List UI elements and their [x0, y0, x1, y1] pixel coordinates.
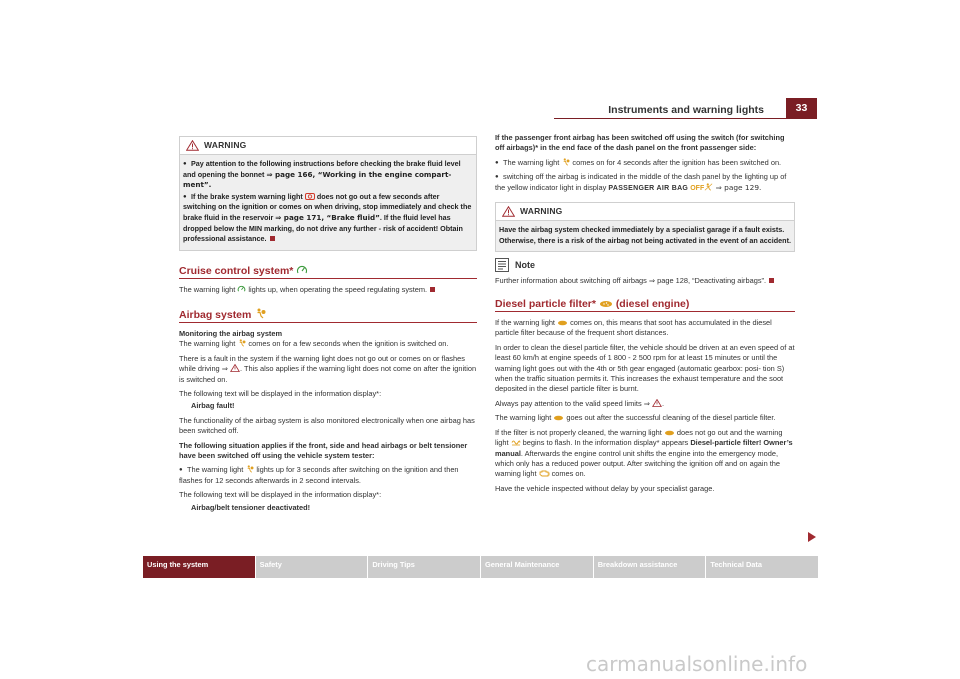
warning-title: WARNING — [520, 206, 563, 217]
airbag-icon — [237, 339, 246, 347]
right-column — [495, 133, 795, 498]
section-heading-cruise: Cruise control system* — [179, 265, 477, 279]
left-column — [179, 136, 477, 517]
airbag-paragraph: The following text will be displayed in the information display*: — [179, 490, 382, 500]
glow-plug-icon — [511, 439, 521, 446]
cruise-control-icon — [237, 285, 246, 293]
cruise-control-icon — [296, 265, 308, 275]
tab-safety[interactable]: Safety — [256, 556, 368, 578]
warning-header — [496, 203, 794, 221]
diesel-paragraph: If the warning light comes on, this means that soot has accumulated in the diesel particle filter because of the frequent short distances. — [495, 318, 772, 338]
watermark: carmanualsonline.info — [586, 652, 808, 676]
diesel-paragraph: Always pay attention to the valid speed limits ⇒ . — [495, 398, 665, 408]
engine-control-icon — [539, 470, 550, 477]
warning-bullet: ● Pay attention to the following instructions before checking the brake fluid level and opening the bonnet ⇒ page 166, “Working in the engine compart- ment”. — [183, 159, 473, 191]
chapter-tabs — [143, 556, 818, 578]
next-page-arrow-icon[interactable] — [808, 532, 816, 542]
warning-box-airbag — [495, 202, 795, 252]
warning-triangle-icon — [230, 364, 240, 372]
airbag-icon — [254, 308, 266, 319]
running-header-title: Instruments and warning lights — [608, 104, 764, 116]
display-message: Airbag fault! — [191, 401, 235, 411]
tab-technical-data[interactable]: Technical Data — [706, 556, 818, 578]
passenger-airbag-bullet: ● switching off the airbag is indicated in the middle of the dash panel by the lighting up of the yellow indicator light in display PASSENGER AIR BAG OFF ⇒ page 129. — [495, 172, 795, 194]
section-heading-airbag: Airbag system — [179, 308, 477, 323]
warning-header — [180, 137, 476, 155]
warning-body — [496, 221, 794, 251]
cruise-text: The warning light lights up, when operating the speed regulating system. — [179, 285, 477, 295]
header-rule — [554, 118, 817, 119]
end-mark-icon — [270, 236, 275, 241]
airbag-paragraph: The following text will be displayed in the information display*: — [179, 389, 382, 398]
passenger-airbag-bullet: ● The warning light comes on for 4 seconds after the ignition has been switched on. — [495, 158, 795, 168]
diesel-particle-filter-icon — [599, 300, 613, 308]
warning-box-brake — [179, 136, 477, 251]
diesel-paragraph: The warning light goes out after the successful cleaning of the diesel particle filter. — [495, 413, 776, 423]
airbag-subheading: Monitoring the airbag system — [179, 328, 283, 338]
brake-warning-icon — [305, 193, 315, 200]
warning-body — [180, 155, 476, 250]
end-mark-icon — [430, 287, 435, 292]
airbag-subheading: The following situation applies if the front, side and head airbags or belt tensioner have been switched off using the vehicle system tester: — [179, 440, 468, 461]
diesel-particle-filter-icon — [557, 320, 568, 326]
note-icon — [495, 258, 509, 272]
warning-bullet: ● If the brake system warning light does not go out a few seconds after switching on the ignition or comes on when driving, stop immediately and check the brake fluid in the reservoir ⇒ page 171, “Brake fluid”. If the fluid level has dropped below the MIN marking, do not drive any further - risk of accident! Obtain professional assistance. — [183, 192, 473, 245]
page-number: 33 — [786, 98, 817, 118]
tab-driving-tips[interactable]: Driving Tips — [368, 556, 480, 578]
diesel-paragraph: In order to clean the diesel particle filter, the vehicle should be driven at an even speed of at least 60 km/h at engine speeds of 1 800 - 2 500 rpm for at least 15 minutes or until the warning light goes out with the 4th or 5th gear engaged (automatic gearbox: posi- tion S) when the traffic situation permits it. This increases the exhaust temperature and the soot deposited in the diesel particle filter is burnt. — [495, 342, 795, 394]
note-header — [495, 258, 795, 272]
warning-text: Have the airbag system checked immediately by a specialist garage if a fault exists. Otherwise, there is a risk of the airbag not being activated in the event of an accident. — [499, 225, 791, 245]
end-mark-icon — [769, 278, 774, 283]
diesel-particle-filter-icon — [553, 415, 564, 421]
airbag-icon — [245, 465, 254, 473]
diesel-particle-filter-icon — [664, 430, 675, 436]
display-message: Airbag/belt tensioner deactivated! — [191, 502, 311, 512]
tab-general-maintenance[interactable]: General Maintenance — [481, 556, 593, 578]
airbag-paragraph: There is a fault in the system if the warning light does not go out or comes on or flashes while driving ⇒ . This also applies if the warning light does not come on after the ignition is switched on. — [179, 353, 477, 384]
note-text: Further information about switching off airbags ⇒ page 128, “Deactivating airbags”. — [495, 276, 795, 286]
warning-title: WARNING — [204, 140, 247, 150]
airbag-bullet: ● The warning light lights up for 3 seconds after switching on the ignition and then flashes for 12 seconds afterwards in 2 second intervals. — [179, 465, 477, 486]
note-title: Note — [515, 260, 535, 271]
warning-triangle-icon — [502, 206, 515, 217]
tab-breakdown-assistance[interactable]: Breakdown assistance — [594, 556, 706, 578]
passenger-airbag-off-icon — [704, 183, 713, 191]
airbag-off-text: OFF — [690, 184, 705, 192]
warning-triangle-icon — [652, 399, 662, 407]
airbag-icon — [561, 158, 570, 166]
tab-using-the-system[interactable]: Using the system — [143, 556, 255, 578]
diesel-paragraph: Have the vehicle inspected without delay by your specialist garage. — [495, 483, 715, 493]
airbag-paragraph: The functionality of the airbag system is also monitored electronically when one airbag has been switched off. — [179, 415, 475, 436]
diesel-paragraph: If the filter is not properly cleaned, the warning light does not go out and the warning light begins to flash. In the information display* appears Diesel-particle filter! Owner’s manual. Afterwards the engine control unit shifts the engine into the emergency mode, which only has a reduced power output. After switching the ignition off and on again the warning light comes on. — [495, 427, 793, 479]
warning-triangle-icon — [186, 140, 199, 151]
section-heading-diesel: Diesel particle filter* (diesel engine) — [495, 299, 795, 312]
passenger-airbag-intro: If the passenger front airbag has been switched off using the switch (for switching off airbags)* in the end face of the dash panel on the front passenger side: — [495, 133, 785, 153]
passenger-airbag-display-text: PASSENGER AIR BAG — [608, 184, 689, 192]
airbag-paragraph: The warning light comes on for a few seconds when the ignition is switched on. — [179, 339, 449, 349]
